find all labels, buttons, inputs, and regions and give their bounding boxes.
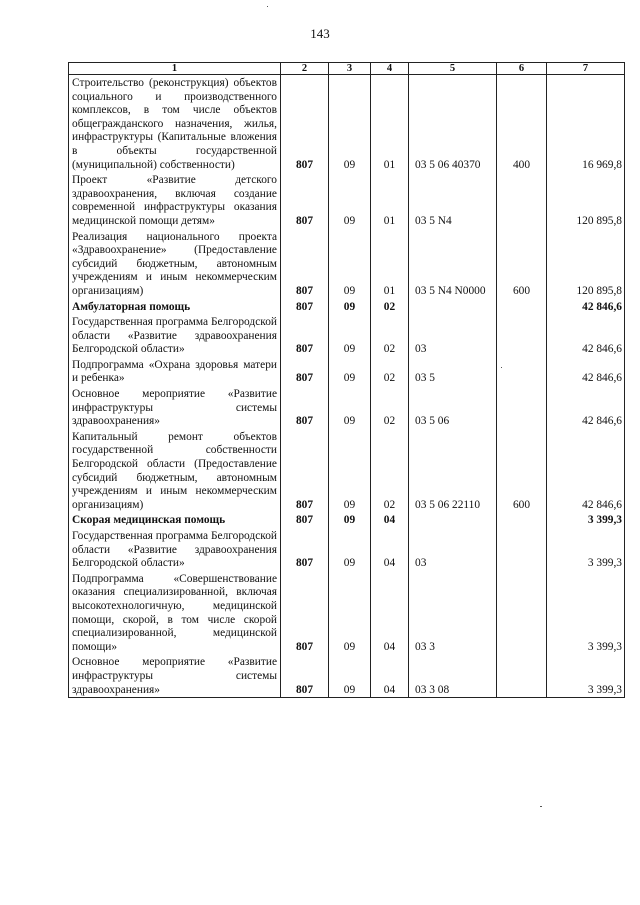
row-article-code: 03 3 08 <box>409 654 497 697</box>
row-name: Реализация национального проекта «Здравоохранение» (Предоставление субсидий бюджетным, автономным учреждениям и иным некоммерческим организациям) <box>69 229 281 299</box>
row-subsection-code: 01 <box>371 229 409 299</box>
row-article-code <box>409 512 497 528</box>
row-amount: 3 399,3 <box>547 654 625 697</box>
row-name: Скорая медицинская помощь <box>69 512 281 528</box>
row-expense-type <box>497 386 547 429</box>
row-admin-code: 807 <box>281 512 329 528</box>
row-admin-code: 807 <box>281 654 329 697</box>
row-expense-type <box>497 512 547 528</box>
page-number: 143 <box>310 26 330 41</box>
row-amount: 42 846,6 <box>547 299 625 315</box>
row-article-code: 03 5 06 22110 <box>409 429 497 513</box>
row-subsection-code: 04 <box>371 571 409 655</box>
row-name: Основное мероприятие «Развитие инфраструктуры системы здравоохранения» <box>69 386 281 429</box>
table-row <box>69 229 625 299</box>
row-section-code: 09 <box>329 357 371 386</box>
column-header: 3 <box>329 63 371 75</box>
row-amount: 120 895,8 <box>547 229 625 299</box>
column-header: 6 <box>497 63 547 75</box>
row-article-code: 03 5 06 40370 <box>409 75 497 173</box>
row-name: Подпрограмма «Охрана здоровья матери и ребенка» <box>69 357 281 386</box>
row-name: Строительство (реконструкция) объектов социального и производственного комплексов, в том числе объектов общегражданского назначения, жилья, инфраструктуры (Капитальные вложения в объекты государственной (муниципальной) собственности) <box>69 75 281 173</box>
row-section-code: 09 <box>329 528 371 571</box>
row-amount: 3 399,3 <box>547 528 625 571</box>
scan-speck <box>501 367 502 368</box>
row-admin-code: 807 <box>281 386 329 429</box>
row-amount: 42 846,6 <box>547 357 625 386</box>
row-amount: 42 846,6 <box>547 314 625 357</box>
row-section-code: 09 <box>329 571 371 655</box>
table-row <box>69 75 625 173</box>
column-header: 2 <box>281 63 329 75</box>
column-header: 4 <box>371 63 409 75</box>
row-name: Проект «Развитие детского здравоохранения, включая создание современной инфраструктуры оказания медицинской помощи детям» <box>69 172 281 228</box>
row-expense-type <box>497 357 547 386</box>
row-amount: 120 895,8 <box>547 172 625 228</box>
row-section-code: 09 <box>329 299 371 315</box>
row-expense-type <box>497 571 547 655</box>
table-row <box>69 386 625 429</box>
row-expense-type <box>497 172 547 228</box>
row-expense-type <box>497 299 547 315</box>
row-admin-code: 807 <box>281 299 329 315</box>
row-section-code: 09 <box>329 654 371 697</box>
row-admin-code: 807 <box>281 528 329 571</box>
row-article-code: 03 3 <box>409 571 497 655</box>
row-expense-type: 600 <box>497 229 547 299</box>
column-header: 1 <box>69 63 281 75</box>
row-subsection-code: 02 <box>371 429 409 513</box>
row-subsection-code: 04 <box>371 654 409 697</box>
table-row <box>69 654 625 697</box>
table-row <box>69 357 625 386</box>
row-amount: 42 846,6 <box>547 429 625 513</box>
row-section-code: 09 <box>329 386 371 429</box>
table-row <box>69 299 625 315</box>
row-section-code: 09 <box>329 75 371 173</box>
scan-speck <box>540 806 542 807</box>
table-row <box>69 429 625 513</box>
row-expense-type <box>497 528 547 571</box>
row-section-code: 09 <box>329 429 371 513</box>
table-row <box>69 314 625 357</box>
row-article-code: 03 <box>409 314 497 357</box>
row-name: Капитальный ремонт объектов государственной собственности Белгородской области (Предоставление субсидий бюджетным, автономным учреждениям и иным некоммерческим организациям) <box>69 429 281 513</box>
scan-speck <box>267 6 268 7</box>
row-name: Государственная программа Белгородской области «Развитие здравоохранения Белгородской области» <box>69 528 281 571</box>
row-name: Подпрограмма «Совершенствование оказания специализированной, включая высокотехнологичную, медицинской помощи, скорой, в том числе скорой специализированной, медицинской помощи» <box>69 571 281 655</box>
row-subsection-code: 04 <box>371 528 409 571</box>
row-admin-code: 807 <box>281 314 329 357</box>
table-row <box>69 172 625 228</box>
row-admin-code: 807 <box>281 571 329 655</box>
column-header: 5 <box>409 63 497 75</box>
table-body <box>69 75 625 698</box>
row-amount: 16 969,8 <box>547 75 625 173</box>
row-article-code: 03 <box>409 528 497 571</box>
row-article-code: 03 5 N4 N0000 <box>409 229 497 299</box>
row-admin-code: 807 <box>281 172 329 228</box>
row-section-code: 09 <box>329 229 371 299</box>
row-expense-type <box>497 654 547 697</box>
table-row <box>69 512 625 528</box>
row-article-code <box>409 299 497 315</box>
row-amount: 42 846,6 <box>547 386 625 429</box>
row-name: Амбулаторная помощь <box>69 299 281 315</box>
row-admin-code: 807 <box>281 229 329 299</box>
row-amount: 3 399,3 <box>547 512 625 528</box>
row-amount: 3 399,3 <box>547 571 625 655</box>
row-article-code: 03 5 06 <box>409 386 497 429</box>
row-name: Государственная программа Белгородской области «Развитие здравоохранения Белгородской области» <box>69 314 281 357</box>
row-section-code: 09 <box>329 172 371 228</box>
row-subsection-code: 04 <box>371 512 409 528</box>
row-expense-type: 600 <box>497 429 547 513</box>
row-admin-code: 807 <box>281 429 329 513</box>
row-article-code: 03 5 <box>409 357 497 386</box>
row-expense-type <box>497 314 547 357</box>
header-row <box>69 63 625 75</box>
row-subsection-code: 01 <box>371 75 409 173</box>
row-subsection-code: 02 <box>371 314 409 357</box>
row-subsection-code: 02 <box>371 357 409 386</box>
row-name: Основное мероприятие «Развитие инфраструктуры системы здравоохранения» <box>69 654 281 697</box>
column-header: 7 <box>547 63 625 75</box>
row-expense-type: 400 <box>497 75 547 173</box>
row-admin-code: 807 <box>281 357 329 386</box>
row-section-code: 09 <box>329 512 371 528</box>
row-subsection-code: 01 <box>371 172 409 228</box>
table-row <box>69 571 625 655</box>
budget-table <box>68 62 625 698</box>
row-admin-code: 807 <box>281 75 329 173</box>
row-section-code: 09 <box>329 314 371 357</box>
row-subsection-code: 02 <box>371 386 409 429</box>
row-subsection-code: 02 <box>371 299 409 315</box>
row-article-code: 03 5 N4 <box>409 172 497 228</box>
table-row <box>69 528 625 571</box>
